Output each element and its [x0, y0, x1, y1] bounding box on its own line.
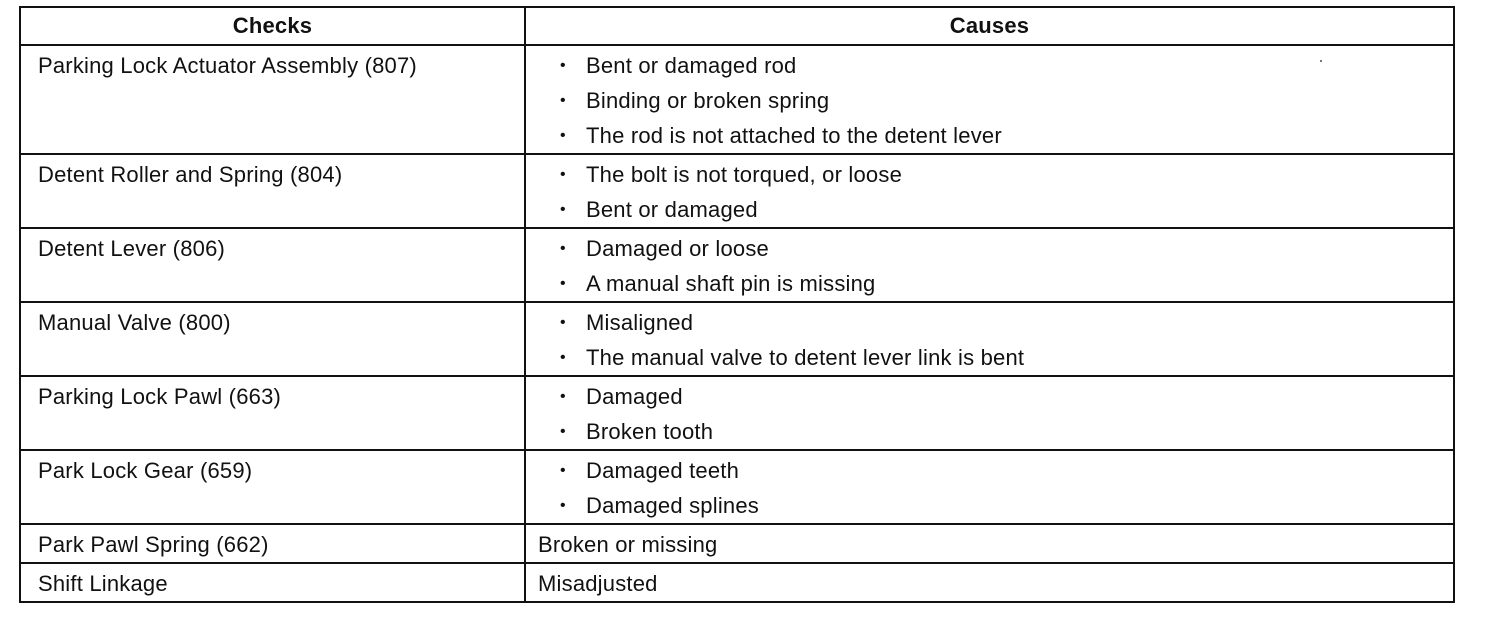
causes-cell [526, 303, 1453, 375]
check-cell: Shift Linkage [21, 564, 526, 601]
scan-speck [1320, 60, 1322, 62]
cause-item: • Damaged [560, 379, 1453, 414]
causes-list [538, 453, 1453, 523]
causes-cell [526, 229, 1453, 301]
cause-item: • A manual shaft pin is missing [560, 266, 1453, 301]
cause-item: • Misaligned [560, 305, 1453, 340]
check-cell: Manual Valve (800) [21, 303, 526, 375]
bullet-icon: • [560, 388, 566, 405]
table-row [21, 155, 1453, 229]
bullet-icon: • [560, 201, 566, 218]
check-cell: Parking Lock Pawl (663) [21, 377, 526, 449]
causes-cell [526, 451, 1453, 523]
cause-item: • The rod is not attached to the detent lever [560, 118, 1453, 153]
bullet-icon: • [560, 127, 566, 144]
causes-cell: Misadjusted [538, 571, 658, 596]
cause-item: • Broken tooth [560, 414, 1453, 449]
causes-list [538, 231, 1453, 301]
bullet-icon: • [560, 423, 566, 440]
table-row [21, 46, 1453, 155]
bullet-icon: • [560, 92, 566, 109]
causes-cell [526, 46, 1453, 153]
cause-item: • Bent or damaged rod [560, 48, 1453, 83]
causes-list [538, 379, 1453, 449]
check-cell: Park Lock Gear (659) [21, 451, 526, 523]
bullet-icon: • [560, 57, 566, 74]
table-row [21, 451, 1453, 525]
cause-item: • The bolt is not torqued, or loose [560, 157, 1453, 192]
cause-item: • Damaged teeth [560, 453, 1453, 488]
header-causes: Causes [949, 13, 1030, 38]
bullet-icon: • [560, 349, 566, 366]
header-checks: Checks [21, 8, 526, 44]
table-row [21, 229, 1453, 303]
check-cell: Park Pawl Spring (662) [21, 525, 526, 562]
table-row [21, 377, 1453, 451]
causes-list [538, 48, 1453, 153]
checks-causes-table [19, 6, 1455, 603]
check-cell: Parking Lock Actuator Assembly (807) [21, 46, 526, 153]
cause-item: • Binding or broken spring [560, 83, 1453, 118]
table-row [21, 564, 1453, 601]
check-cell: Detent Roller and Spring (804) [21, 155, 526, 227]
cause-item: • Damaged splines [560, 488, 1453, 523]
cause-item: • The manual valve to detent lever link is bent [560, 340, 1453, 375]
bullet-icon: • [560, 497, 566, 514]
bullet-icon: • [560, 314, 566, 331]
causes-cell [526, 155, 1453, 227]
bullet-icon: • [560, 240, 566, 257]
causes-cell [526, 377, 1453, 449]
table-header-row [21, 8, 1453, 46]
table-row [21, 525, 1453, 564]
check-cell: Detent Lever (806) [21, 229, 526, 301]
bullet-icon: • [560, 462, 566, 479]
table-row [21, 303, 1453, 377]
cause-item: • Damaged or loose [560, 231, 1453, 266]
causes-list [538, 305, 1453, 375]
causes-cell: Broken or missing [538, 532, 718, 557]
bullet-icon: • [560, 166, 566, 183]
cause-item: • Bent or damaged [560, 192, 1453, 227]
causes-list [538, 157, 1453, 227]
bullet-icon: • [560, 275, 566, 292]
